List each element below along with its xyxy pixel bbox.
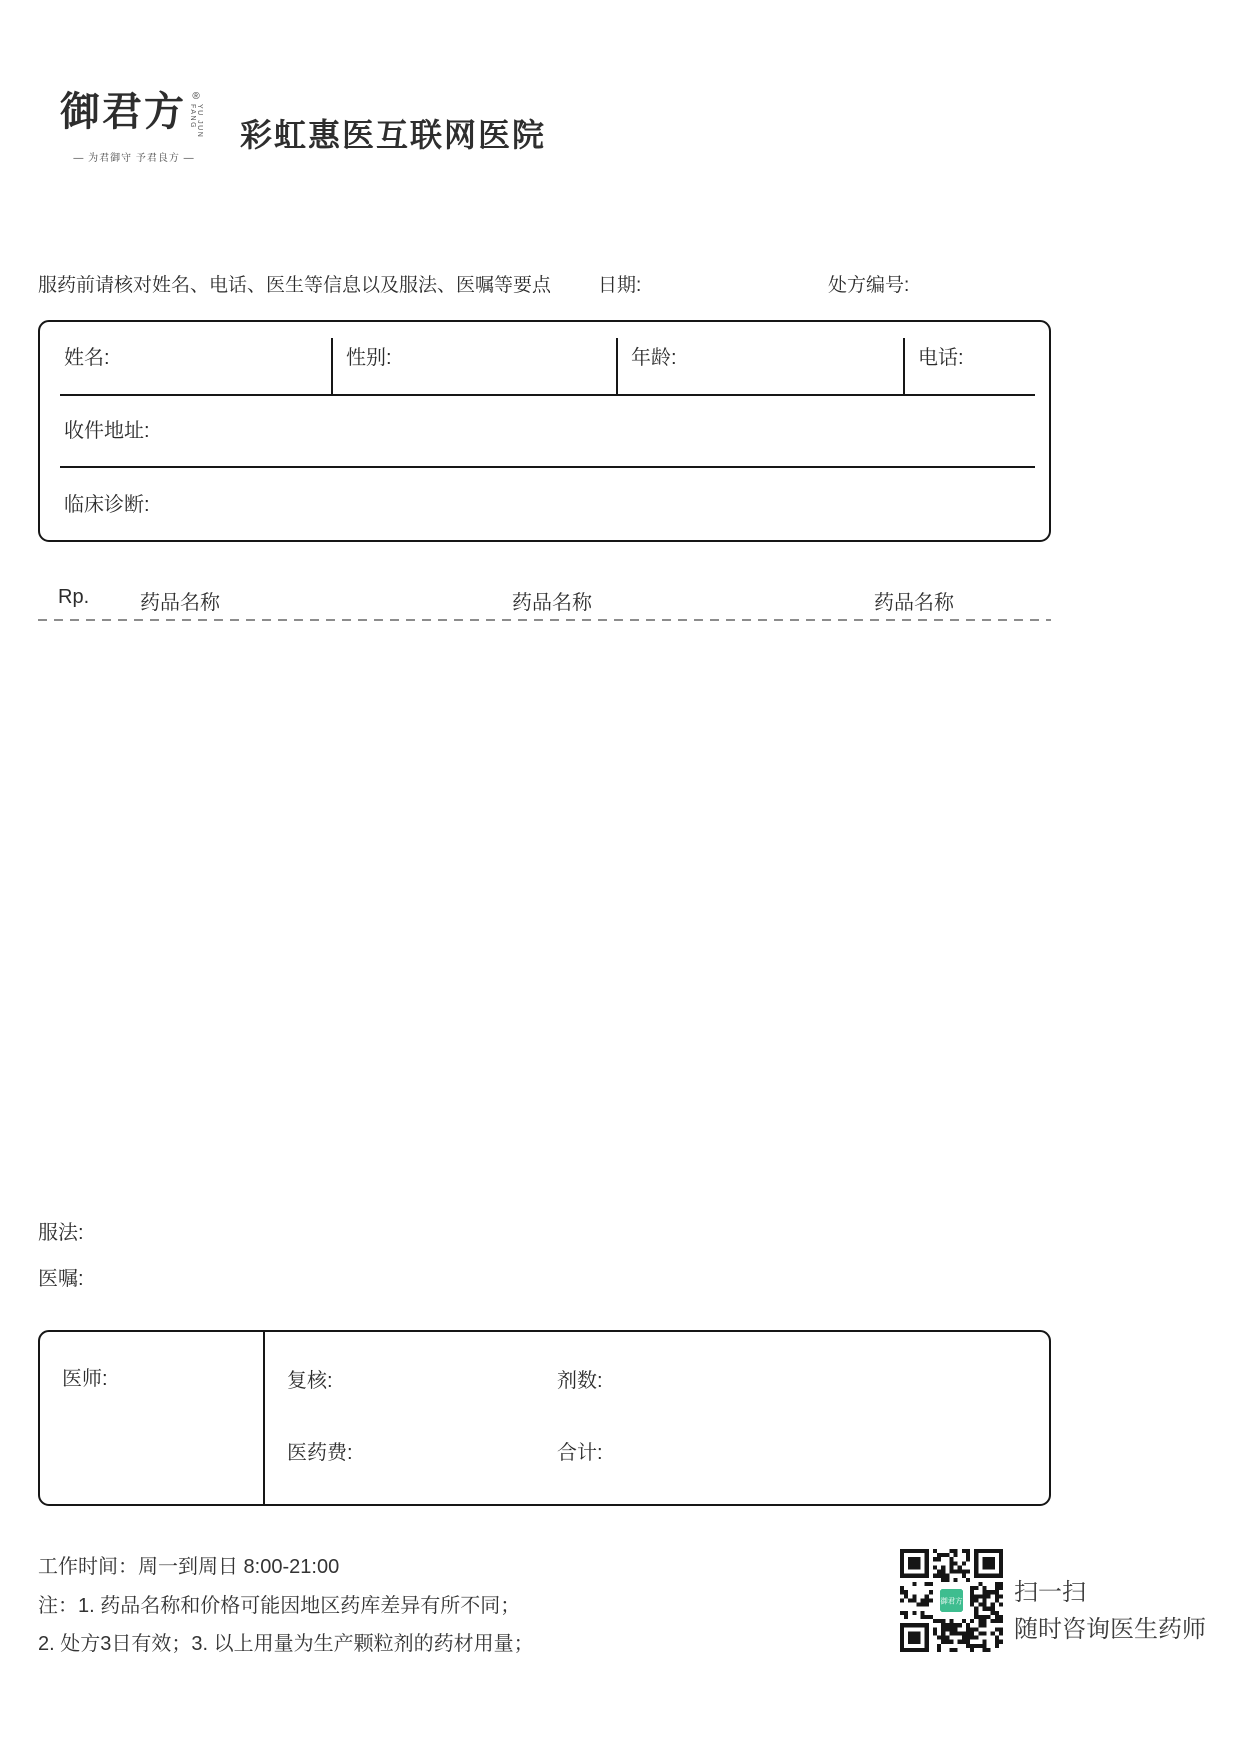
patient-identity-row — [40, 322, 1049, 394]
physician-label: 医师: — [62, 1368, 108, 1390]
qr-badge-text: 御君方 — [940, 1596, 963, 1606]
doctor-advice-label: 医嘱: — [38, 1268, 84, 1290]
drug-name-column-header: 药品名称 — [874, 592, 954, 614]
date-label: 日期: — [598, 275, 642, 296]
brand-romanization: YU JUN FANG — [189, 104, 203, 139]
gender-label: 性别: — [346, 347, 392, 369]
name-field-cell — [40, 322, 331, 394]
review-label: 复核: — [287, 1370, 333, 1392]
note-line-2: 2. 处方3日有效；3. 以上用量为生产颗粒剂的药材用量； — [38, 1633, 534, 1655]
usage-label: 服法: — [38, 1222, 84, 1244]
medicine-fee-label: 医药费: — [287, 1442, 353, 1464]
age-field-cell — [616, 322, 903, 394]
prescription-separator-line — [38, 619, 1051, 621]
address-field-row — [40, 396, 1049, 466]
prescription-header-row — [38, 586, 1051, 614]
hospital-name: 彩虹惠医互联网医院 — [240, 117, 547, 153]
signature-box — [38, 1330, 1051, 1506]
scan-description-text: 随时咨询医生药师 — [1014, 1616, 1206, 1643]
physician-cell — [40, 1332, 265, 1504]
gender-field-cell — [331, 322, 616, 394]
notice-row — [38, 270, 1051, 296]
review-fee-cell — [265, 1332, 1049, 1504]
age-label: 年龄: — [631, 347, 677, 369]
dose-count-label: 剂数: — [557, 1370, 603, 1392]
qr-code — [900, 1549, 1003, 1652]
brand-wordmark: 御君方 — [60, 88, 186, 135]
brand-logo-side — [189, 92, 203, 142]
name-label: 姓名: — [64, 347, 110, 369]
phone-label: 电话: — [918, 347, 964, 369]
patient-info-box — [38, 320, 1051, 542]
note-line-1: 注：1. 药品名称和价格可能因地区药库差异有所不同； — [38, 1595, 521, 1617]
registered-trademark-mark: ® — [192, 91, 200, 102]
working-hours-text: 工作时间：周一到周日 8:00-21:00 — [38, 1556, 340, 1578]
drug-name-column-header: 药品名称 — [512, 592, 592, 614]
brand-slogan: — 为君御守 予君良方 — — [73, 153, 195, 164]
verification-notice: 服药前请核对姓名、电话、医生等信息以及服法、医嘱等要点 — [38, 275, 552, 296]
phone-field-cell — [903, 322, 1049, 394]
qr-code-block — [900, 1549, 1003, 1652]
prescription-number-label: 处方编号: — [828, 275, 910, 296]
scan-hint-text: 扫一扫 — [1014, 1579, 1086, 1606]
diagnosis-label: 临床诊断: — [64, 494, 150, 516]
drug-name-column-header: 药品名称 — [140, 592, 220, 614]
brand-logo — [60, 90, 208, 164]
total-label: 合计: — [557, 1442, 603, 1464]
diagnosis-field-row — [40, 468, 1049, 540]
address-label: 收件地址: — [64, 420, 150, 442]
rp-label: Rp. — [58, 586, 90, 608]
